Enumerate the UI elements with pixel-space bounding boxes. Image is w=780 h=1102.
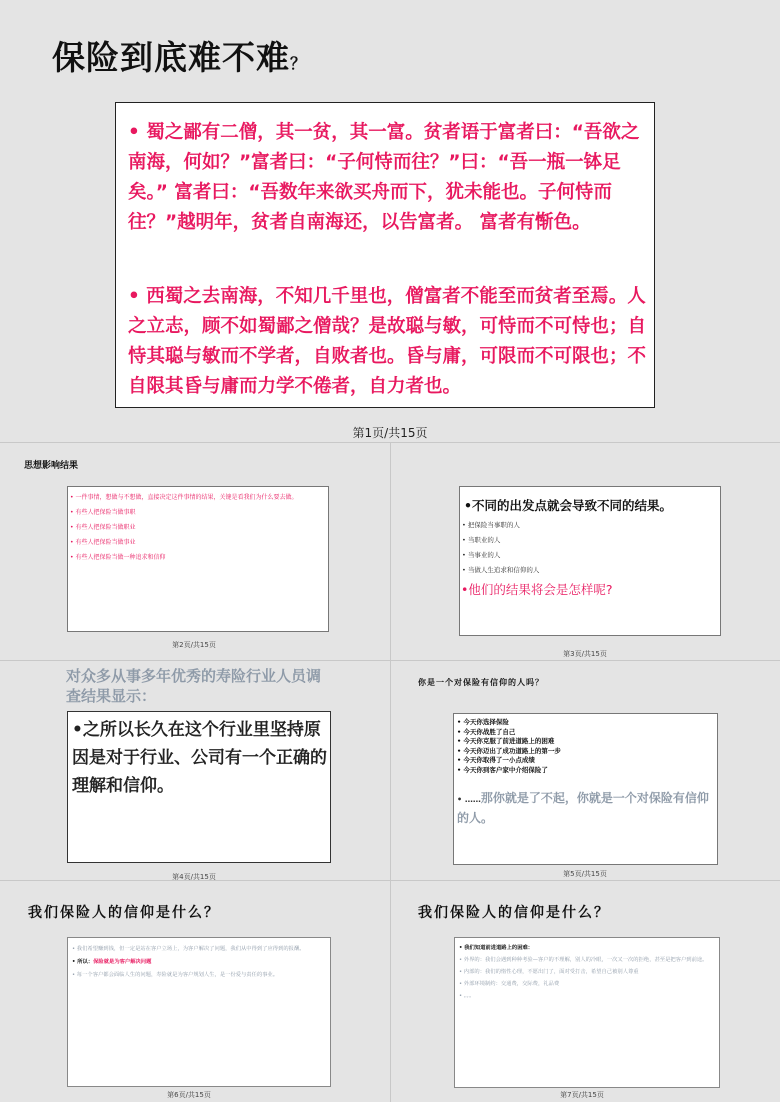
slide3-heading: •不同的出发点就会导致不同的结果。	[464, 498, 672, 513]
slide7-body	[459, 944, 717, 1000]
slide1-title-mark: ？	[290, 54, 308, 73]
list-item: • 当做人生追求和信仰的人	[462, 566, 540, 574]
list-item: • 一件事情，想做与不想做，直接决定这件事情的结果，关键是看我们为什么要去做。	[70, 494, 298, 501]
slide6-highlight: 保险就是为客户解决问题	[93, 959, 152, 965]
slide5-ellipsis: • ……	[457, 795, 481, 804]
slide1-paragraph-1: • 蜀之鄙有二僧，其一贫，其一富。贫者语于富者曰：“吾欲之南海，何如？”富者曰：“子何恃而往？”曰：“吾一瓶一钵足矣。” 富者曰：“吾数年来欲买舟而下，犹未能也。子何恃而往？”越明年，贫者自南海还，以告富者。 富者有惭色。	[128, 122, 640, 233]
slide7-page-number: 第7页/共15页	[560, 1091, 604, 1099]
slide6-body	[72, 945, 328, 979]
slide2-title: 思想影响结果	[24, 461, 79, 471]
slide6-line-1: • 我们希望赚到钱，但一定是站在客户立场上，为客户解决了问题，我们从中得到了应得到的报酬。	[72, 946, 305, 952]
slide1-title: 保险到底难不难？	[52, 38, 308, 77]
slide6-title: 我们保险人的信仰是什么？	[28, 905, 220, 921]
divider	[390, 442, 391, 1102]
list-item: • 今天你战胜了自己	[457, 727, 516, 736]
list-item: • 今天你迈出了成功道路上的第一步	[457, 746, 561, 755]
slide4-page-number: 第4页/共15页	[172, 873, 216, 881]
list-item: • 今天你选择保险	[457, 718, 509, 726]
slide4-body: •之所以长久在这个行业里坚持原因是对于行业、公司有一个正确的理解和信仰。	[72, 720, 327, 796]
list-item: • 有些人把保险当做一种追求和信仰	[70, 554, 166, 561]
slide7-line-1: • 外界的：我们会遇到种种考验—客户的不理解，别人的冷眼，一次又一次的拒绝，甚至是把客户到前途。	[459, 957, 708, 963]
slide6-line-2: • 所以：保险就是为客户解决问题	[72, 959, 152, 965]
slide7-line-4: • 。。。	[459, 993, 475, 999]
slide2-page-number: 第2页/共15页	[172, 641, 216, 649]
slide1-page-number: 第1页/共15页	[352, 426, 428, 440]
slide7-line-3: • 外部环境制约：交通费，交际费，礼品费	[459, 981, 560, 987]
list-item: • 当职业的人	[462, 536, 501, 544]
list-item: • 把保险当事职的人	[462, 521, 520, 529]
list-item: • 有些人把保险当做事业	[70, 539, 136, 546]
slide6-line-3: • 每一个客户都会面临人生的问题，寿险就是为客户规划人生，是一份爱与责任的事业。	[72, 972, 279, 978]
list-item: • 今天你取得了一小点成绩	[457, 756, 535, 765]
slide1-paragraph-2: • 西蜀之去南海，不知几千里也，僧富者不能至而贫者至焉。人之立志，顾不如蜀鄙之僧哉？是故聪与敏，可恃而不可恃也；自恃其聪与敏而不学者，自败者也。昏与庸，可限而不可限也；不自限其昏与庸而力学不倦者，自力者也。	[128, 286, 647, 397]
slide2-list	[70, 493, 332, 568]
list-item: • 有些人把保险当做事职	[70, 509, 136, 516]
slide3-question: •他们的结果将会是怎样呢?	[461, 582, 613, 597]
slide5-page-number: 第5页/共15页	[563, 870, 607, 878]
slide3-page-number: 第3页/共15页	[563, 650, 607, 658]
slide4-title: 对众多从事多年优秀的寿险行业人员调查结果显示：	[66, 667, 322, 705]
slide5-list	[457, 718, 561, 776]
list-item: • 有些人把保险当做职业	[70, 524, 136, 531]
slide3-list	[462, 520, 539, 580]
slide5-conclusion: • ……那你就是了不起，你就是一个对保险有信仰的人。	[457, 791, 709, 825]
list-item: • 今天你到客户家中介绍保险了	[457, 765, 548, 774]
slide5-title: 你是一个对保险有信仰的人吗？	[418, 677, 544, 687]
slide6-page-number: 第6页/共15页	[167, 1091, 211, 1099]
slide7-heading: • 我们知道前进道路上的困难：	[459, 945, 534, 951]
slide7-title: 我们保险人的信仰是什么？	[418, 905, 610, 921]
slide7-line-2: • 内部的：我们的惰性心理，不愿出门了，面对受打击，希望自己被别人尊重	[459, 969, 639, 975]
list-item: • 当事业的人	[462, 551, 501, 559]
list-item: • 今天你克服了前进道路上的困难	[457, 737, 555, 746]
